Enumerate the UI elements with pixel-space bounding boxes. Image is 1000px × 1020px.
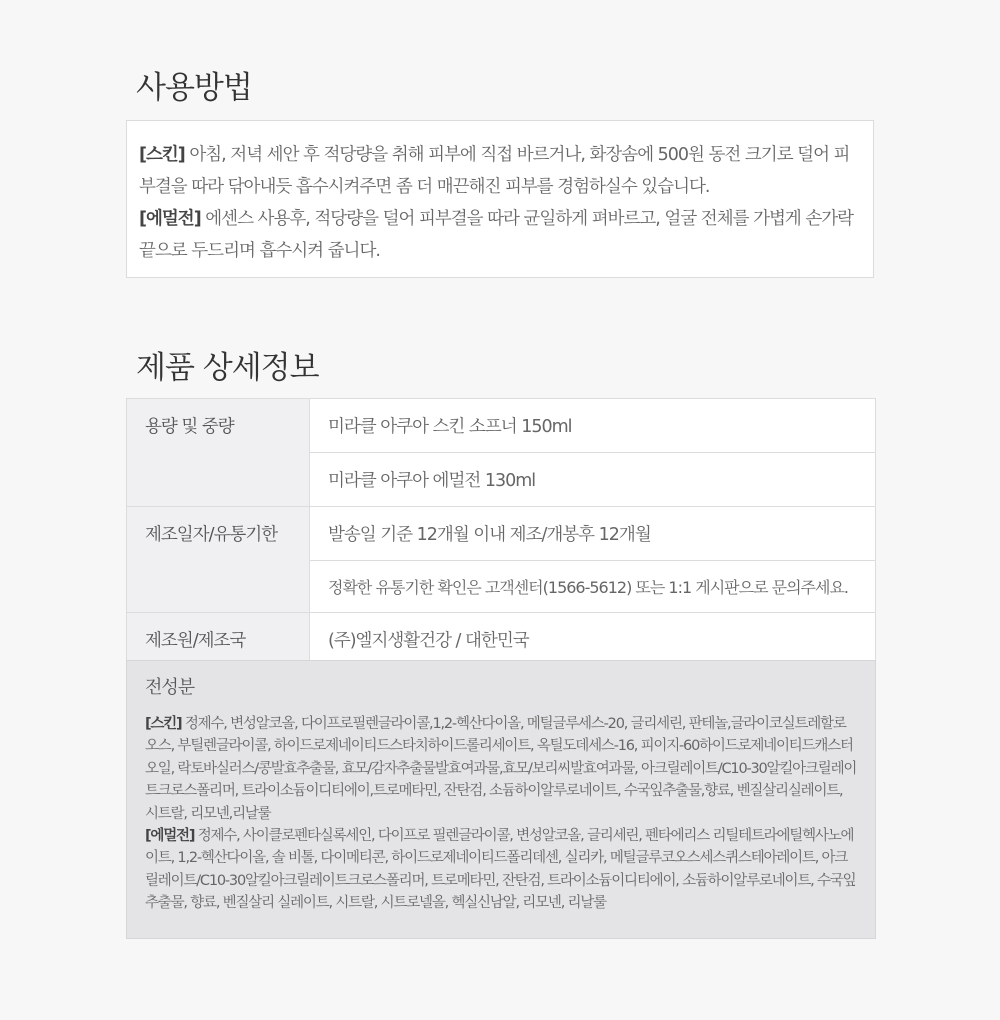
capacity-emulsion-value: 미라클 아쿠아 에멀전 130ml [310,453,876,507]
skin-tag: [스킨] [139,145,185,165]
table-row [127,613,876,667]
usage-box [126,120,874,278]
usage-emulsion-paragraph [139,203,861,267]
detail-table [126,398,876,667]
maker-value: (주)엘지생활건강 / 대한민국 [310,613,876,667]
capacity-label: 용량 및 중량 [127,399,310,507]
ingredients-skin [145,713,857,825]
skin-usage-text: 아침, 저녁 세안 후 적당량을 취해 피부에 직접 바르거나, 화장솜에 500원 동전 크기로 덜어 피부결을 따라 닦아내듯 흡수시켜주면 좀 더 매끈해진 피부를 경험하실수 있습니다. [139,145,850,197]
usage-title: 사용방법 [136,70,252,106]
ingredients-skin-text: 정제수, 변성알코올, 다이프로필렌글라이콜,1,2-헥산다이올, 메틸글루세스-20, 글리세린, 판테놀,글라이코실트레할로오스, 부틸렌글라이콜, 하이드로제네이티드스타치하이드롤리세이트, 옥틸도데세스-16, 피이지-60하이드로제네이티드캐스터오일, 락토바실러스/콩발효추출물, 효모/감자추출물발효여과물,효모/보리씨발효여과물, 아크릴레이트/C10-30알킬아크릴레이트크로스폴리머, 트라이소듐이디티에이,트로메타민, 잔탄검, 소듐하이알루로네이트, 수국잎추출물,향료, 벤질살리실레이트, 시트랄, 리모넨,리날룰 [145,716,857,822]
table-row [127,507,876,561]
ingredients-emulsion-text: 정제수, 사이클로펜타실록세인, 다이프로 필렌글라이콜, 변성알코올, 글리세린, 펜타에리스 리틸테트라에틸헥사노에이트, 1,2-헥산다이올, 솔 비톨, 다이메티콘, 하이드로제네이티드폴리데센, 실리카, 메틸글루코오스세스퀴스테아레이트, 아크 릴레이트/C10-30알킬아크릴레이트크로스폴리머, 트로메타민, 잔탄검, 트라이소듐이디티에이, 소듐하이알루로네이트, 수국잎추출물, 향료, 벤질살리 실레이트, 시트랄, 시트로넬올, 헥실신남알, 리모넨, 리날룰 [145,828,856,912]
ingredients-emulsion [145,825,857,915]
maker-label: 제조원/제조국 [127,613,310,667]
date-label: 제조일자/유통기한 [127,507,310,613]
emulsion-usage-text: 에센스 사용후, 적당량을 덜어 피부결을 따라 균일하게 펴바르고, 얼굴 전체를 가볍게 손가락 끝으로 두드리며 흡수시켜 줍니다. [139,209,854,261]
ingredients-title: 전성분 [145,677,195,698]
usage-skin-paragraph [139,139,861,203]
detail-title: 제품 상세정보 [136,350,319,386]
capacity-skin-value: 미라클 아쿠아 스킨 소프너 150ml [310,399,876,453]
emulsion-tag: [에멀전] [139,209,201,229]
ingredients-skin-tag: [스킨] [145,716,182,732]
ingredients-box [126,660,876,939]
date-note: 정확한 유통기한 확인은 고객센터(1566-5612) 또는 1:1 게시판으로 문의주세요. [310,561,876,613]
date-value: 발송일 기준 12개월 이내 제조/개봉후 12개월 [310,507,876,561]
table-row [127,399,876,453]
ingredients-emulsion-tag: [에멀전] [145,828,195,845]
